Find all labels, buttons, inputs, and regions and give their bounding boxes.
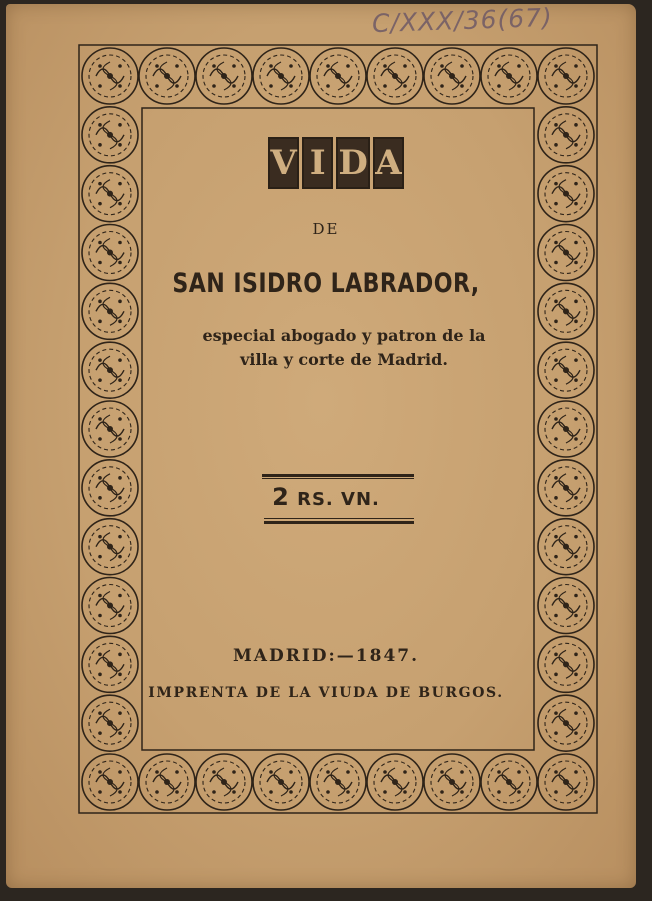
border-roundel xyxy=(82,754,138,810)
title-letter: D xyxy=(336,137,369,189)
border-roundel xyxy=(424,48,480,104)
border-roundel xyxy=(253,754,309,810)
border-roundel xyxy=(196,754,252,810)
title-plate xyxy=(268,137,404,189)
border-roundel xyxy=(82,578,138,634)
border-roundel xyxy=(139,754,195,810)
price-rule-bottom-thin xyxy=(264,518,414,519)
border-roundel xyxy=(253,48,309,104)
border-roundel xyxy=(538,519,594,575)
border-roundel xyxy=(538,48,594,104)
saint-name: SAN ISIDRO LABRADOR, xyxy=(172,268,480,299)
title-connector: DE xyxy=(312,220,340,238)
price-rule-bottom xyxy=(264,521,414,524)
border-roundel xyxy=(538,695,594,751)
border-roundel xyxy=(82,695,138,751)
price-number: 2 xyxy=(272,483,290,511)
border-roundel xyxy=(82,519,138,575)
border-roundel xyxy=(82,166,138,222)
printer-imprint: IMPRENTA DE LA VIUDA DE BURGOS. xyxy=(148,685,504,701)
title-letter: V xyxy=(268,137,299,189)
border-roundel xyxy=(82,401,138,457)
border-roundel xyxy=(538,107,594,163)
border-roundel xyxy=(367,754,423,810)
border-roundel xyxy=(196,48,252,104)
border-roundel xyxy=(538,754,594,810)
border-roundel xyxy=(538,401,594,457)
border-roundel xyxy=(310,48,366,104)
border-roundel xyxy=(310,754,366,810)
border-roundel xyxy=(424,754,480,810)
subtitle-line-1: especial abogado y patron de la xyxy=(202,326,486,345)
border-roundel xyxy=(139,48,195,104)
title-letter: I xyxy=(302,137,333,189)
title-letter: A xyxy=(373,137,404,189)
price-rule-top xyxy=(262,474,414,477)
subtitle-line-2: villa y corte de Madrid. xyxy=(240,350,448,369)
border-roundel xyxy=(538,578,594,634)
price-rule-top-thin xyxy=(262,478,414,479)
price-unit: RS. VN. xyxy=(297,489,380,510)
border-roundel xyxy=(481,48,537,104)
border-roundel xyxy=(367,48,423,104)
price xyxy=(0,483,652,511)
shelfmark-annotation: C/XXX/36(67) xyxy=(371,2,554,39)
border-roundel xyxy=(82,48,138,104)
place-date: MADRID:—1847. xyxy=(232,646,420,666)
border-roundel xyxy=(538,166,594,222)
border-roundel xyxy=(82,107,138,163)
border-roundel xyxy=(481,754,537,810)
